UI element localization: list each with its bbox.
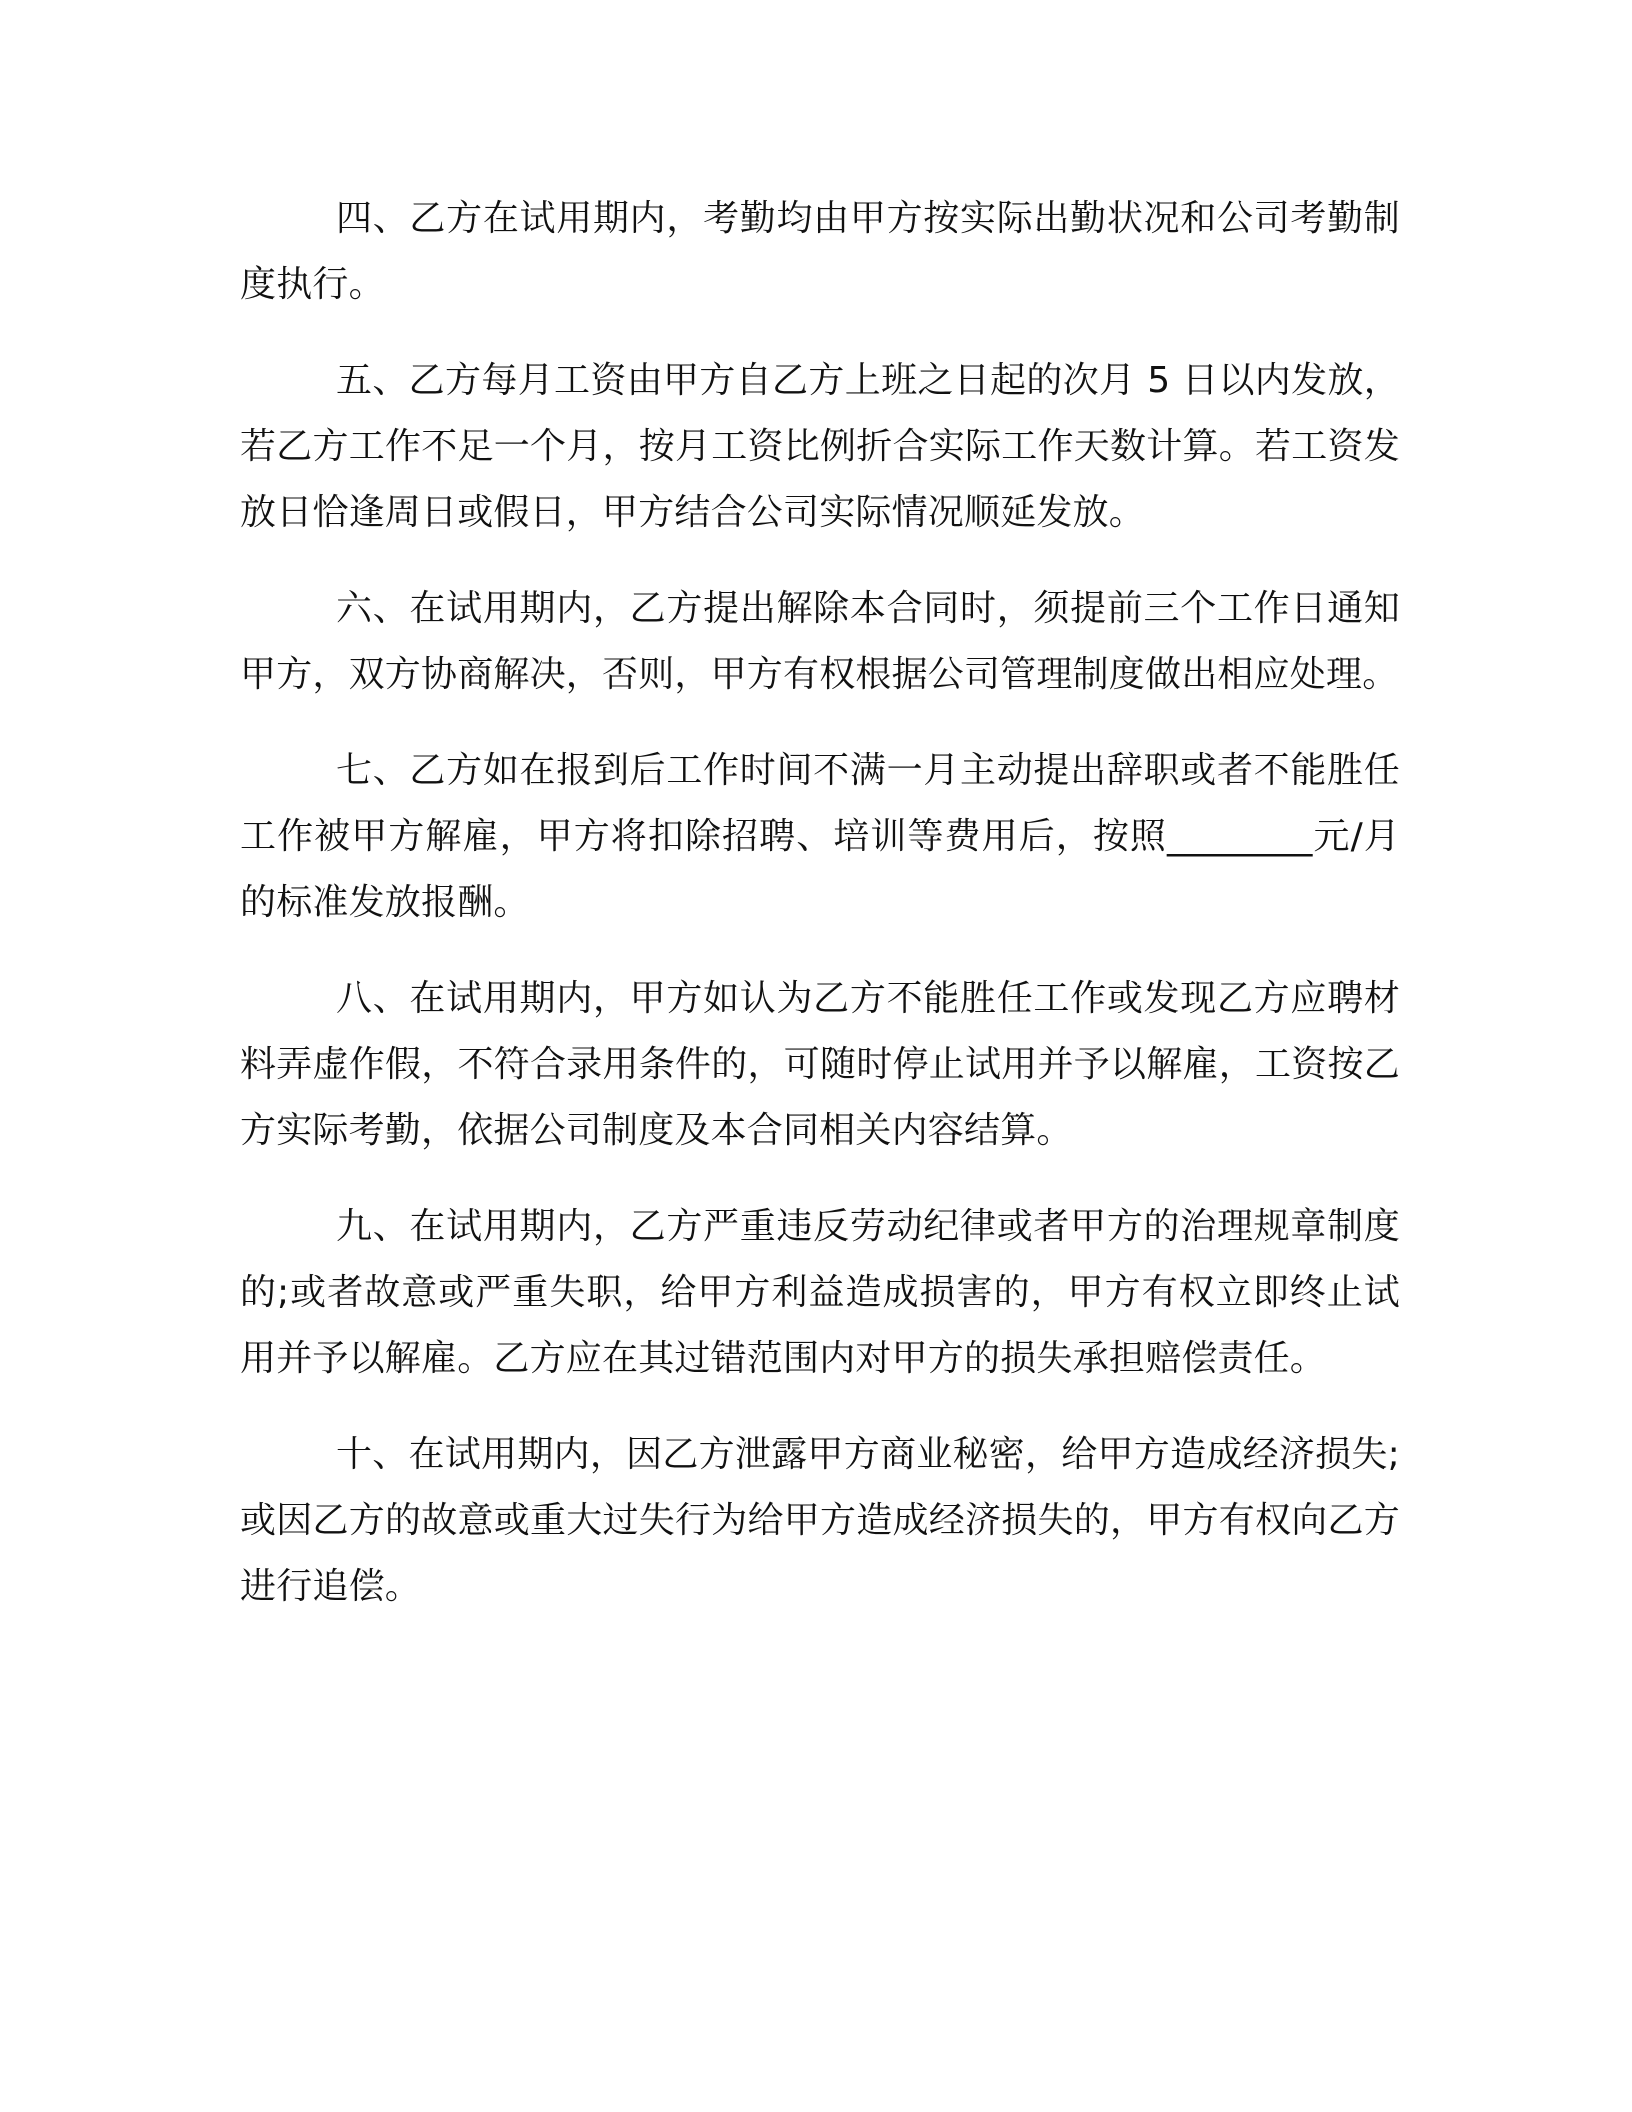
clause-7: 七、乙方如在报到后工作时间不满一月主动提出辞职或者不能胜任工作被甲方解雇，甲方将扣除招聘、培训等费用后，按照________元/月的标准发放报酬。: [240, 750, 1400, 923]
document-body: [240, 186, 1400, 1620]
clause-9: 九、在试用期内，乙方严重违反劳动纪律或者甲方的治理规章制度的;或者故意或严重失职，给甲方利益造成损害的，甲方有权立即终止试用并予以解雇。乙方应在其过错范围内对甲方的损失承担赔偿责任。: [240, 1206, 1400, 1379]
clause-10: 十、在试用期内，因乙方泄露甲方商业秘密，给甲方造成经济损失;或因乙方的故意或重大过失行为给甲方造成经济损失的，甲方有权向乙方进行追偿。: [240, 1434, 1400, 1607]
clause-8: 八、在试用期内，甲方如认为乙方不能胜任工作或发现乙方应聘材料弄虚作假，不符合录用条件的，可随时停止试用并予以解雇，工资按乙方实际考勤，依据公司制度及本合同相关内容结算。: [240, 978, 1400, 1151]
clause-5: 五、乙方每月工资由甲方自乙方上班之日起的次月 5 日以内发放，若乙方工作不足一个月，按月工资比例折合实际工作天数计算。若工资发放日恰逢周日或假日，甲方结合公司实际情况顺延发放。: [240, 360, 1400, 533]
clause-4: 四、乙方在试用期内，考勤均由甲方按实际出勤状况和公司考勤制度执行。: [240, 198, 1400, 305]
clause-6: 六、在试用期内，乙方提出解除本合同时，须提前三个工作日通知甲方，双方协商解决，否则，甲方有权根据公司管理制度做出相应处理。: [240, 588, 1400, 695]
